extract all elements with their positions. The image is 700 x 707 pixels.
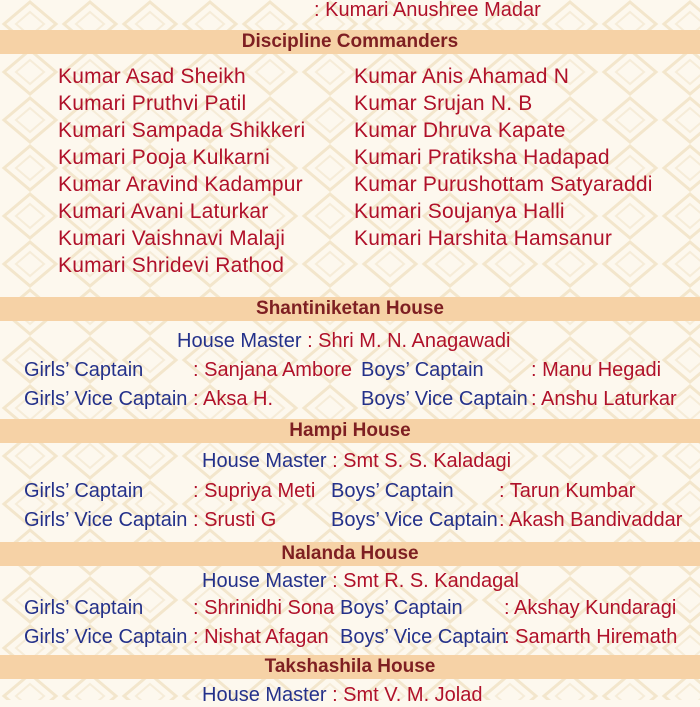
commander-left-2: Kumari Pruthvi Patil	[58, 92, 247, 115]
girls-captain-value: : Sanjana Ambore	[193, 359, 352, 381]
house-master-label: House Master	[202, 570, 327, 592]
commander-right-5: Kumar Purushottam Satyaraddi	[354, 173, 653, 196]
house-master-line	[202, 569, 519, 593]
commander-left-4: Kumari Pooja Kulkarni	[58, 146, 270, 169]
commander-right-6: Kumari Soujanya Halli	[354, 200, 565, 223]
girls-vice-captain-value: : Srusti G	[193, 509, 277, 531]
top-line-text: : Kumari Anushree Madar	[314, 0, 541, 21]
house-master-value: : Smt V. M. Jolad	[332, 684, 483, 706]
girls-captain-value: : Shrinidhi Sona	[193, 597, 335, 619]
girls-captain-value: : Supriya Meti	[193, 480, 316, 502]
house-master-line	[202, 449, 511, 473]
section-heading-takshashila: Takshashila House	[0, 655, 700, 679]
girls-vice-captain-label: Girls’ Vice Captain	[24, 509, 188, 531]
house-master-value: : Smt S. S. Kaladagi	[332, 450, 512, 472]
house-master-value: : Smt R. S. Kandagal	[332, 570, 519, 592]
section-heading-nalanda: Nalanda House	[0, 542, 700, 566]
house-master-value: : Shri M. N. Anagawadi	[307, 330, 511, 352]
commander-right-2: Kumar Srujan N. B	[354, 92, 533, 115]
commander-right-1: Kumar Anis Ahamad N	[354, 65, 570, 88]
girls-captain-label: Girls’ Captain	[24, 480, 144, 502]
commander-right-3: Kumar Dhruva Kapate	[354, 119, 566, 142]
commander-right-7: Kumari Harshita Hamsanur	[354, 227, 613, 250]
section-heading-shantiniketan: Shantiniketan House	[0, 297, 700, 321]
commander-right-4: Kumari Pratiksha Hadapad	[354, 146, 610, 169]
house-master-label: House Master	[202, 450, 327, 472]
boys-captain-value: : Tarun Kumbar	[499, 480, 636, 502]
boys-captain-value: : Akshay Kundaragi	[504, 597, 677, 619]
boys-vice-captain-label: Boys’ Vice Captain	[331, 509, 498, 531]
commander-left-6: Kumari Avani Laturkar	[58, 200, 269, 223]
boys-captain-label: Boys’ Captain	[340, 597, 463, 619]
house-master-line	[177, 329, 511, 353]
girls-vice-captain-label: Girls’ Vice Captain	[24, 388, 188, 410]
commander-left-3: Kumari Sampada Shikkeri	[58, 119, 306, 142]
house-master-label: House Master	[177, 330, 302, 352]
girls-captain-label: Girls’ Captain	[24, 359, 144, 381]
boys-captain-label: Boys’ Captain	[361, 359, 484, 381]
house-master-label: House Master	[202, 684, 327, 706]
girls-vice-captain-value: : Nishat Afagan	[193, 626, 329, 648]
boys-vice-captain-value: : Anshu Laturkar	[531, 388, 677, 410]
boys-vice-captain-label: Boys’ Vice Captain	[361, 388, 528, 410]
boys-vice-captain-value: : Samarth Hiremath	[504, 626, 678, 648]
commander-left-5: Kumar Aravind Kadampur	[58, 173, 303, 196]
boys-captain-label: Boys’ Captain	[331, 480, 454, 502]
section-heading-discipline: Discipline Commanders	[0, 30, 700, 54]
girls-captain-label: Girls’ Captain	[24, 597, 144, 619]
commander-left-1: Kumar Asad Sheikh	[58, 65, 246, 88]
girls-vice-captain-value: : Aksa H.	[193, 388, 274, 410]
boys-captain-value: : Manu Hegadi	[531, 359, 662, 381]
section-heading-hampi: Hampi House	[0, 419, 700, 443]
boys-vice-captain-label: Boys’ Vice Captain	[340, 626, 507, 648]
commander-left-8: Kumari Shridevi Rathod	[58, 254, 285, 277]
commander-left-7: Kumari Vaishnavi Malaji	[58, 227, 286, 250]
house-master-line	[202, 683, 483, 707]
boys-vice-captain-value: : Akash Bandivaddar	[499, 509, 683, 531]
girls-vice-captain-label: Girls’ Vice Captain	[24, 626, 188, 648]
